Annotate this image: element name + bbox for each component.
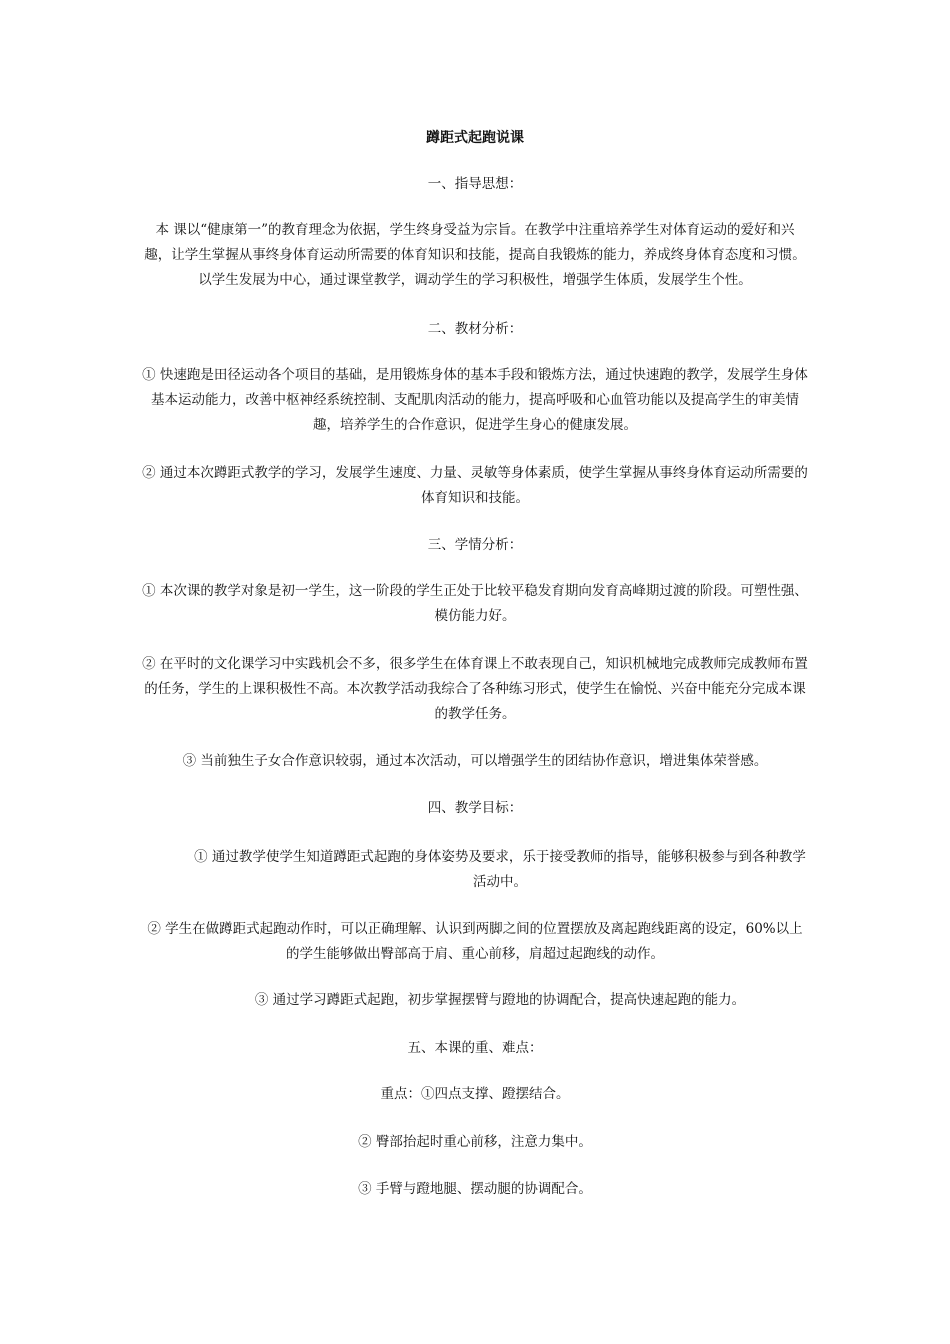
paragraph-learner-2: ② 在平时的文化课学习中实践机会不多，很多学生在体育课上不敢表现自己，知识机械地完成教师完成教师布置的任务，学生的上课积极性不高。本次教学活动我综合了各种练习形式，使学生在愉悦、兴奋中能充分完成本课的教学任务。 bbox=[142, 656, 808, 722]
section-heading-3: 三、学情分析： bbox=[427, 537, 523, 553]
paragraph-keypoint-3: ③ 手臂与蹬地腿、摆动腿的协调配合。 bbox=[358, 1181, 592, 1197]
paragraph-keypoint-2: ② 臀部抬起时重心前移，注意力集中。 bbox=[358, 1134, 592, 1150]
paragraph-objective-2: ② 学生在做蹲距式起跑动作时，可以正确理解、认识到两脚之间的位置摆放及离起跑线距离的设定，60%以上的学生能够做出臀部高于肩、重心前移，肩超过起跑线的动作。 bbox=[147, 921, 803, 962]
paragraph-material-1: ① 快速跑是田径运动各个项目的基础，是用锻炼身体的基本手段和锻炼方法，通过快速跑的教学，发展学生身体基本运动能力，改善中枢神经系统控制、支配肌肉活动的能力，提高呼吸和心血管功能以及提高学生的审美情趣，培养学生的合作意识，促进学生身心的健康发展。 bbox=[142, 367, 808, 433]
paragraph-objective-3: ③ 通过学习蹲距式起跑，初步掌握摆臂与蹬地的协调配合，提高快速起跑的能力。 bbox=[254, 992, 746, 1008]
document-title: 蹲距式起跑说课 bbox=[426, 130, 524, 146]
section-heading-2: 二、教材分析： bbox=[427, 321, 523, 337]
paragraph-learner-1: ① 本次课的教学对象是初一学生，这一阶段的学生正处于比较平稳发育期向发育高峰期过渡的阶段。可塑性强、模仿能力好。 bbox=[142, 583, 808, 624]
paragraph-objective-1: ① 通过教学使学生知道蹲距式起跑的身体姿势及要求，乐于接受教师的指导，能够积极参与到各种教学活动中。 bbox=[194, 849, 806, 890]
paragraph-keypoint-1: 重点：①四点支撑、蹬摆结合。 bbox=[380, 1086, 570, 1102]
paragraph-material-2: ② 通过本次蹲距式教学的学习，发展学生速度、力量、灵敏等身体素质，使学生掌握从事终身体育运动所需要的体育知识和技能。 bbox=[142, 465, 808, 506]
section-heading-4: 四、教学目标： bbox=[427, 800, 523, 816]
paragraph-learner-3: ③ 当前独生子女合作意识较弱，通过本次活动，可以增强学生的团结协作意识，增进集体荣誉感。 bbox=[182, 753, 768, 769]
section-heading-1: 一、指导思想： bbox=[427, 176, 523, 192]
section-heading-5: 五、本课的重、难点： bbox=[407, 1040, 543, 1056]
paragraph-guiding-idea: 本 课以“健康第一”的教育理念为依据，学生终身受益为宗旨。在教学中注重培养学生对体育运动的爱好和兴趣，让学生掌握从事终身体育运动所需要的体育知识和技能，提高自我锻炼的能力，养成终身体育态度和习惯。以学生发展为中心，通过课堂教学，调动学生的学习积极性，增强学生体质，发展学生个性。 bbox=[144, 222, 806, 288]
